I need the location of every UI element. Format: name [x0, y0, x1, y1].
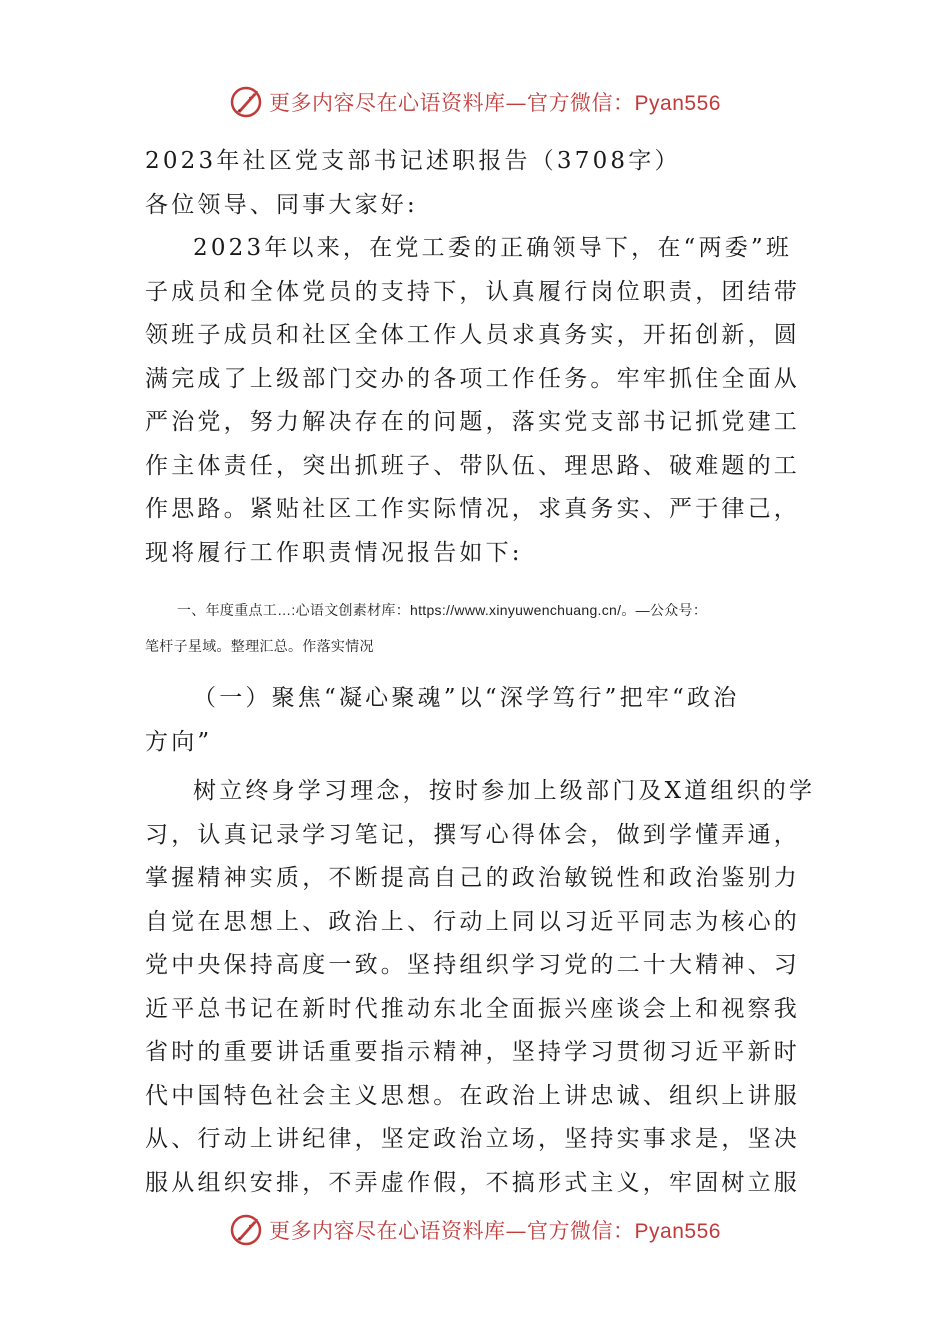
paragraph-line: 作思路。紧贴社区工作实际情况，求真务实、严于律己， — [145, 496, 800, 522]
paragraph-line: 子成员和全体党员的支持下，认真履行岗位职责，团结带 — [145, 278, 800, 305]
header-banner — [0, 80, 950, 124]
paragraph-line: 习，认真记录学习笔记，撰写心得体会，做到学懂弄通， — [145, 821, 800, 848]
paragraph-line: 自觉在思想上、政治上、行动上同以习近平同志为核心的 — [145, 908, 800, 935]
paragraph-line: 树立终身学习理念，按时参加上级部门及X道组织的学 — [193, 778, 816, 804]
banner-text-cn: 更多内容尽在心语资料库—官方微信： — [269, 91, 635, 115]
paragraph-line: 从、行动上讲纪律，坚定政治立场，坚持实事求是，坚决 — [145, 1126, 800, 1152]
paragraph-line: 满完成了上级部门交办的各项工作任务。牢牢抓住全面从 — [145, 365, 800, 392]
section-note — [145, 599, 810, 657]
paragraph-line: 近平总书记在新时代推动东北全面振兴座谈会上和视察我 — [145, 995, 800, 1022]
paragraph-line: 掌握精神实质，不断提高自己的政治敏锐性和政治鉴别力 — [145, 865, 800, 891]
paragraph-line: 服从组织安排，不弄虚作假，不搞形式主义，牢固树立服 — [145, 1169, 800, 1196]
paragraph-intro — [145, 227, 810, 575]
quill-logo-icon — [229, 85, 263, 119]
section-heading-1 — [145, 677, 810, 764]
banner-text — [269, 1215, 721, 1245]
paragraph-line: 严治党，努力解决存在的问题，落实党支部书记抓党建工 — [145, 409, 800, 435]
document-title: 2023年社区党支部书记述职报告（3708字） — [145, 148, 681, 174]
paragraph-line: 2023年以来，在党工委的正确领导下，在“两委”班 — [193, 235, 793, 261]
heading-line: （一）聚焦“凝心聚魂”以“深学笃行”把牢“政治 — [193, 685, 740, 711]
paragraph-line: 领班子成员和社区全体工作人员求真务实，开拓创新，圆 — [145, 322, 800, 348]
document-body — [145, 140, 816, 1205]
banner-text-cn: 更多内容尽在心语资料库—官方微信： — [269, 1219, 635, 1243]
paragraph-line: 代中国特色社会主义思想。在政治上讲忠诚、组织上讲服 — [145, 1082, 800, 1109]
note-line: 一、年度重点工…:心语文创素材库：https://www.xinyuwenchuang.cn/。—公众号： — [177, 602, 708, 618]
header-banner-inner — [229, 85, 721, 119]
banner-text-wechat-id: Pyan556 — [634, 1220, 721, 1243]
spacer — [145, 575, 810, 585]
greeting: 各位领导、同事大家好: — [145, 191, 418, 218]
banner-text-wechat-id: Pyan556 — [634, 92, 721, 115]
paragraph-line: 现将履行工作职责情况报告如下: — [145, 539, 523, 566]
footer-banner — [0, 1208, 950, 1252]
footer-banner-inner — [229, 1213, 721, 1247]
note-line: 笔杆子星域。整理汇总。作落实情况 — [145, 638, 374, 654]
heading-line: 方向” — [145, 728, 213, 755]
banner-text — [269, 87, 721, 117]
paragraph-line: 省时的重要讲话重要指示精神，坚持学习贯彻习近平新时 — [145, 1039, 800, 1065]
paragraph-line: 党中央保持高度一致。坚持组织学习党的二十大精神、习 — [145, 952, 800, 978]
paragraph-political — [145, 770, 816, 1205]
paragraph-line: 作主体责任，突出抓班子、带队伍、理思路、破难题的工 — [145, 452, 800, 479]
quill-logo-icon — [229, 1213, 263, 1247]
